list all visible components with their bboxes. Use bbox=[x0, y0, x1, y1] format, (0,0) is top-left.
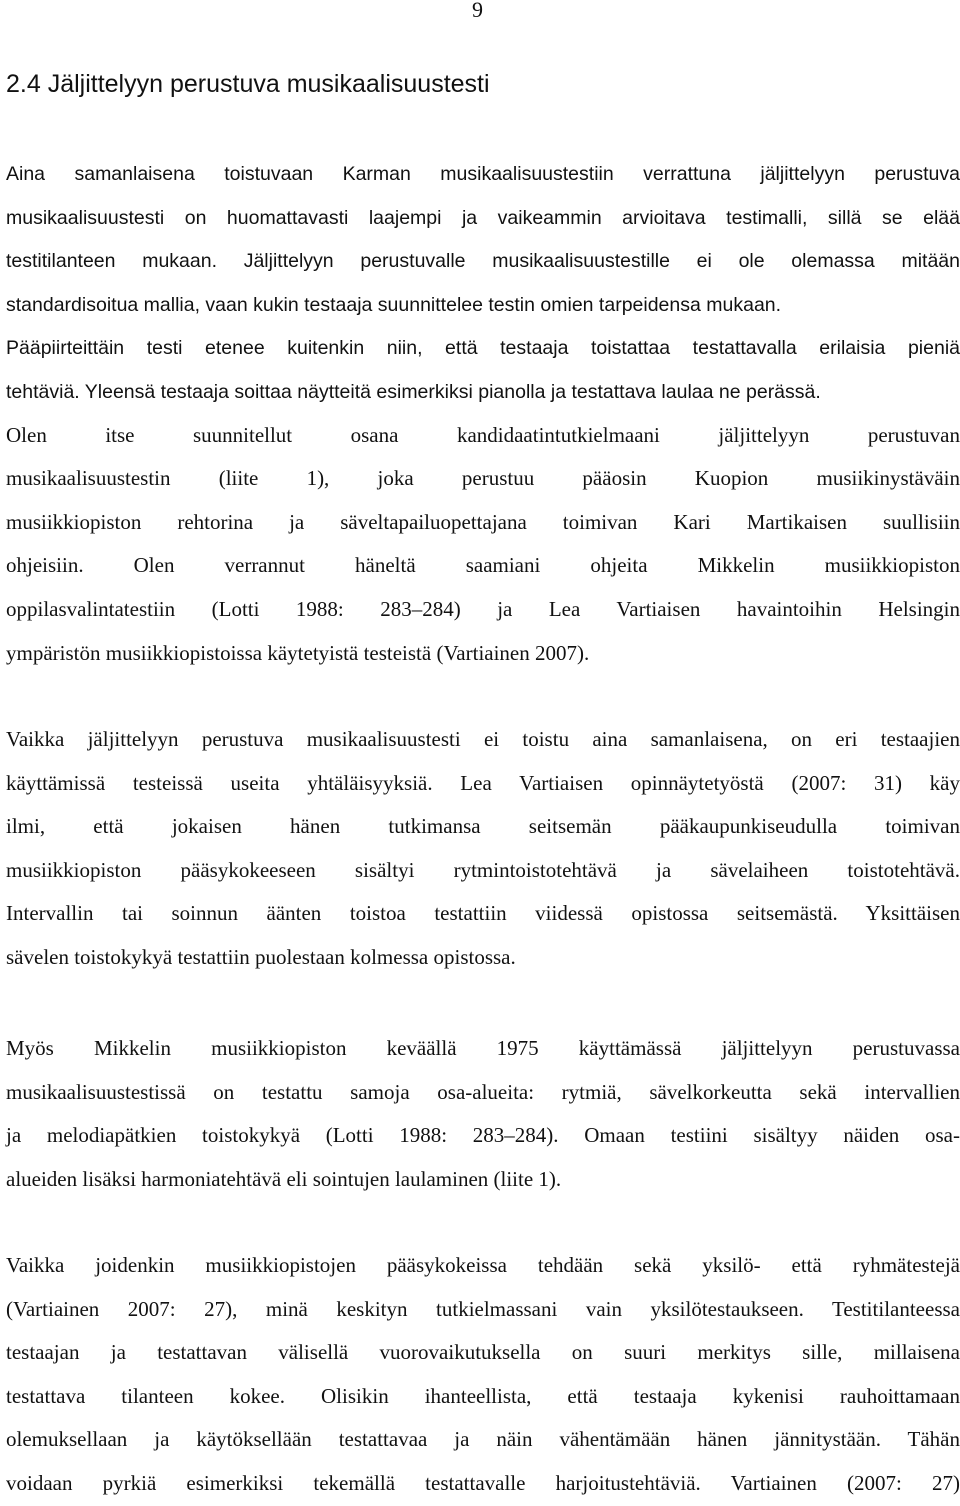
text-line bbox=[6, 152, 960, 196]
text-line bbox=[6, 370, 960, 414]
text-line: voidaan pyrkiä esimerkiksi tekemällä testattavalle harjoitustehtäviä. Vartiainen (2007: 27) bbox=[6, 1470, 960, 1495]
text-line-sans: testitilanteen mukaan. Jäljittelyyn perustuvalle musikaalisuustestille ei ole olemassa mitään bbox=[6, 250, 960, 273]
text-line: Olen itse suunnitellut osana kandidaatintutkielmaani jäljittelyyn perustuvan bbox=[6, 422, 960, 447]
text-line bbox=[6, 326, 960, 370]
text-line-sans: Pääpiirteittäin testi etenee kuitenkin niin, että testaaja toistattaa testattavalla erilaisia pieniä bbox=[6, 337, 960, 360]
text-line: musiikkiopiston pääsykokeeseen sisältyi rytmintoistotehtävä ja sävelaiheen toistotehtävä. bbox=[6, 857, 960, 882]
text-line: testaajan ja testattavan välisellä vuorovaikutuksella on suuri merkitys sille, millaisena bbox=[6, 1340, 960, 1365]
text-line: Myös Mikkelin musiikkiopiston keväällä 1975 käyttämässä jäljittelyyn perustuvassa bbox=[6, 1036, 960, 1060]
text-line: Vaikka joidenkin musiikkiopistojen pääsykokeissa tehdään sekä yksilö- että ryhmätestejä bbox=[6, 1253, 960, 1277]
text-line: käyttämissä testeissä useita yhtäläisyyksiä. Lea Vartiaisen opinnäytetyöstä (2007: 31) käy bbox=[6, 770, 960, 795]
text-line: musikaalisuustestin (liite 1), joka perustuu pääosin Kuopion musiikinystäväin bbox=[6, 466, 960, 491]
text-line: musiikkiopiston rehtorina ja säveltapailuopettajana toimivan Kari Martikaisen suullisiin bbox=[6, 509, 960, 534]
paragraph-3 bbox=[6, 1027, 960, 1201]
text-line bbox=[6, 283, 960, 327]
text-line bbox=[6, 239, 960, 283]
paragraph-4 bbox=[6, 1244, 960, 1506]
text-line-sans: tehtäviä. Yleensä testaaja soittaa näytteitä esimerkiksi pianolla ja testattava laulaa ne perässä. bbox=[6, 380, 821, 403]
text-line: ohjeisiin. Olen verrannut häneltä saamiani ohjeita Mikkelin musiikkiopiston bbox=[6, 553, 960, 578]
text-line: (Vartiainen 2007: 27), minä keskityn tutkielmassani vain yksilötestaukseen. Testitilanteessa bbox=[6, 1296, 960, 1321]
text-line: ja melodiapätkien toistokykyä (Lotti 1988: 283–284). Omaan testiini sisältyy näiden osa- bbox=[6, 1123, 960, 1148]
text-line: olemuksellaan ja käytöksellään testattavaa ja näin vähentämään hänen jännitystään. Tähän bbox=[6, 1427, 960, 1452]
text-line bbox=[6, 196, 960, 240]
text-line: alueiden lisäksi harmoniatehtävä eli sointujen laulaminen (liite 1). bbox=[6, 1166, 562, 1191]
text-line: ilmi, että jokaisen hänen tutkimansa seitsemän pääkaupunkiseudulla toimivan bbox=[6, 814, 960, 839]
text-line-sans: Aina samanlaisena toistuvaan Karman musikaalisuustestiin verrattuna jäljittelyyn perustuva bbox=[6, 163, 960, 185]
paragraph-2 bbox=[6, 718, 960, 980]
page-number: 9 bbox=[472, 0, 483, 22]
text-line: musikaalisuustestissä on testattu samoja osa-alueita: rytmiä, sävelkorkeutta sekä intervallien bbox=[6, 1079, 960, 1104]
paragraph-1 bbox=[6, 152, 960, 675]
text-line: Intervallin tai soinnun äänten toistoa testattiin viidessä opistossa seitsemästä. Yksittäisen bbox=[6, 901, 960, 926]
text-line-sans: standardisoitua mallia, vaan kukin testaaja suunnittelee testin omien tarpeidensa mukaan. bbox=[6, 293, 782, 316]
section-heading: 2.4 Jäljittelyyn perustuva musikaalisuustesti bbox=[6, 70, 490, 98]
text-line: ympäristön musiikkiopistoissa käytetyistä testeistä (Vartiainen 2007). bbox=[6, 640, 590, 665]
text-line: sävelen toistokykyä testattiin puolestaan kolmessa opistossa. bbox=[6, 944, 516, 969]
text-line: oppilasvalintatestiin (Lotti 1988: 283–284) ja Lea Vartiaisen havaintoihin Helsingin bbox=[6, 596, 960, 621]
text-line-sans: musikaalisuustesti on huomattavasti laajempi ja vaikeammin arvioitava testimalli, sillä se elää bbox=[6, 206, 960, 229]
text-line: Vaikka jäljittelyyn perustuva musikaalisuustesti ei toistu aina samanlaisena, on eri testaajien bbox=[6, 727, 960, 751]
text-line: testattava tilanteen kokee. Olisikin ihanteellista, että testaaja kykenisi rauhoittamaan bbox=[6, 1383, 960, 1408]
